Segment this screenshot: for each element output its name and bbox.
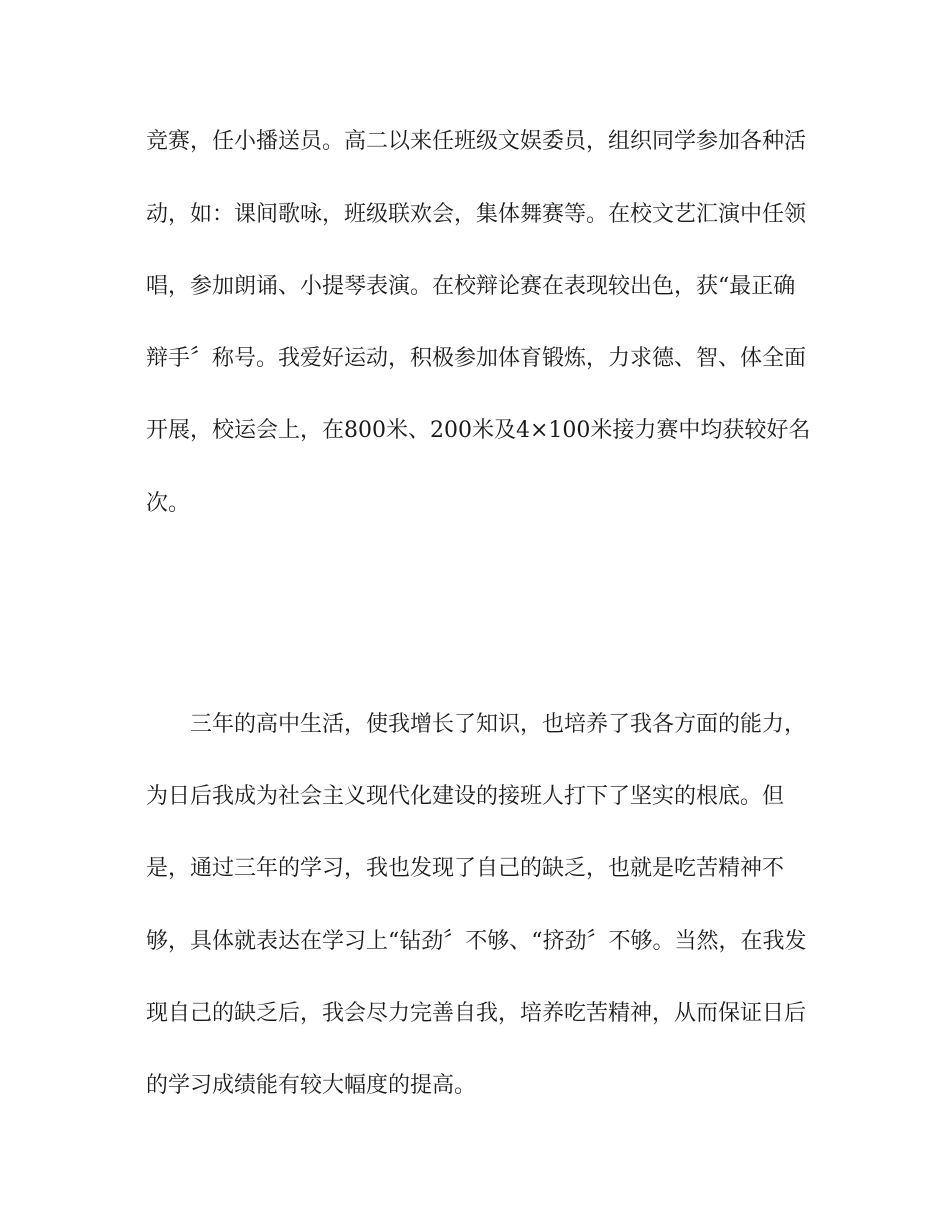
paragraph-line: 次。	[146, 491, 191, 516]
paragraph-line: 是，通过三年的学习，我也发现了自己的缺乏，也就是吃苦精神不	[146, 856, 785, 881]
paragraph-line: 竞赛，任小播送员。高二以来任班级文娱委员，组织同学参加各种活	[146, 129, 807, 154]
paragraph-line: 够，具体就表达在学习上“钻劲〞不够、“挤劲〞不够。当然，在我发	[146, 929, 807, 954]
paragraph-line: 三年的高中生活，使我增长了知识，也培养了我各方面的能力，	[190, 712, 807, 737]
paragraph-line: 动，如：课间歌咏，班级联欢会，集体舞赛等。在校文艺汇演中任领	[146, 202, 807, 227]
paragraph-line: 唱，参加朗诵、小提琴表演。在校辩论赛在表现较出色，获“最正确	[146, 274, 796, 299]
paragraph-line: 的学习成绩能有较大幅度的提高。	[146, 1073, 477, 1098]
paragraph-line: 辩手〞称号。我爱好运动，积极参加体育锻炼，力求德、智、体全面	[146, 346, 807, 371]
paragraph-line: 为日后我成为社会主义现代化建设的接班人打下了坚实的根底。但	[146, 784, 785, 809]
paragraph-line: 现自己的缺乏后，我会尽力完善自我，培养吃苦精神，从而保证日后	[146, 1001, 807, 1026]
paragraph-line: 开展，校运会上，在800米、200米及4×100米接力赛中均获较好名	[146, 418, 811, 443]
